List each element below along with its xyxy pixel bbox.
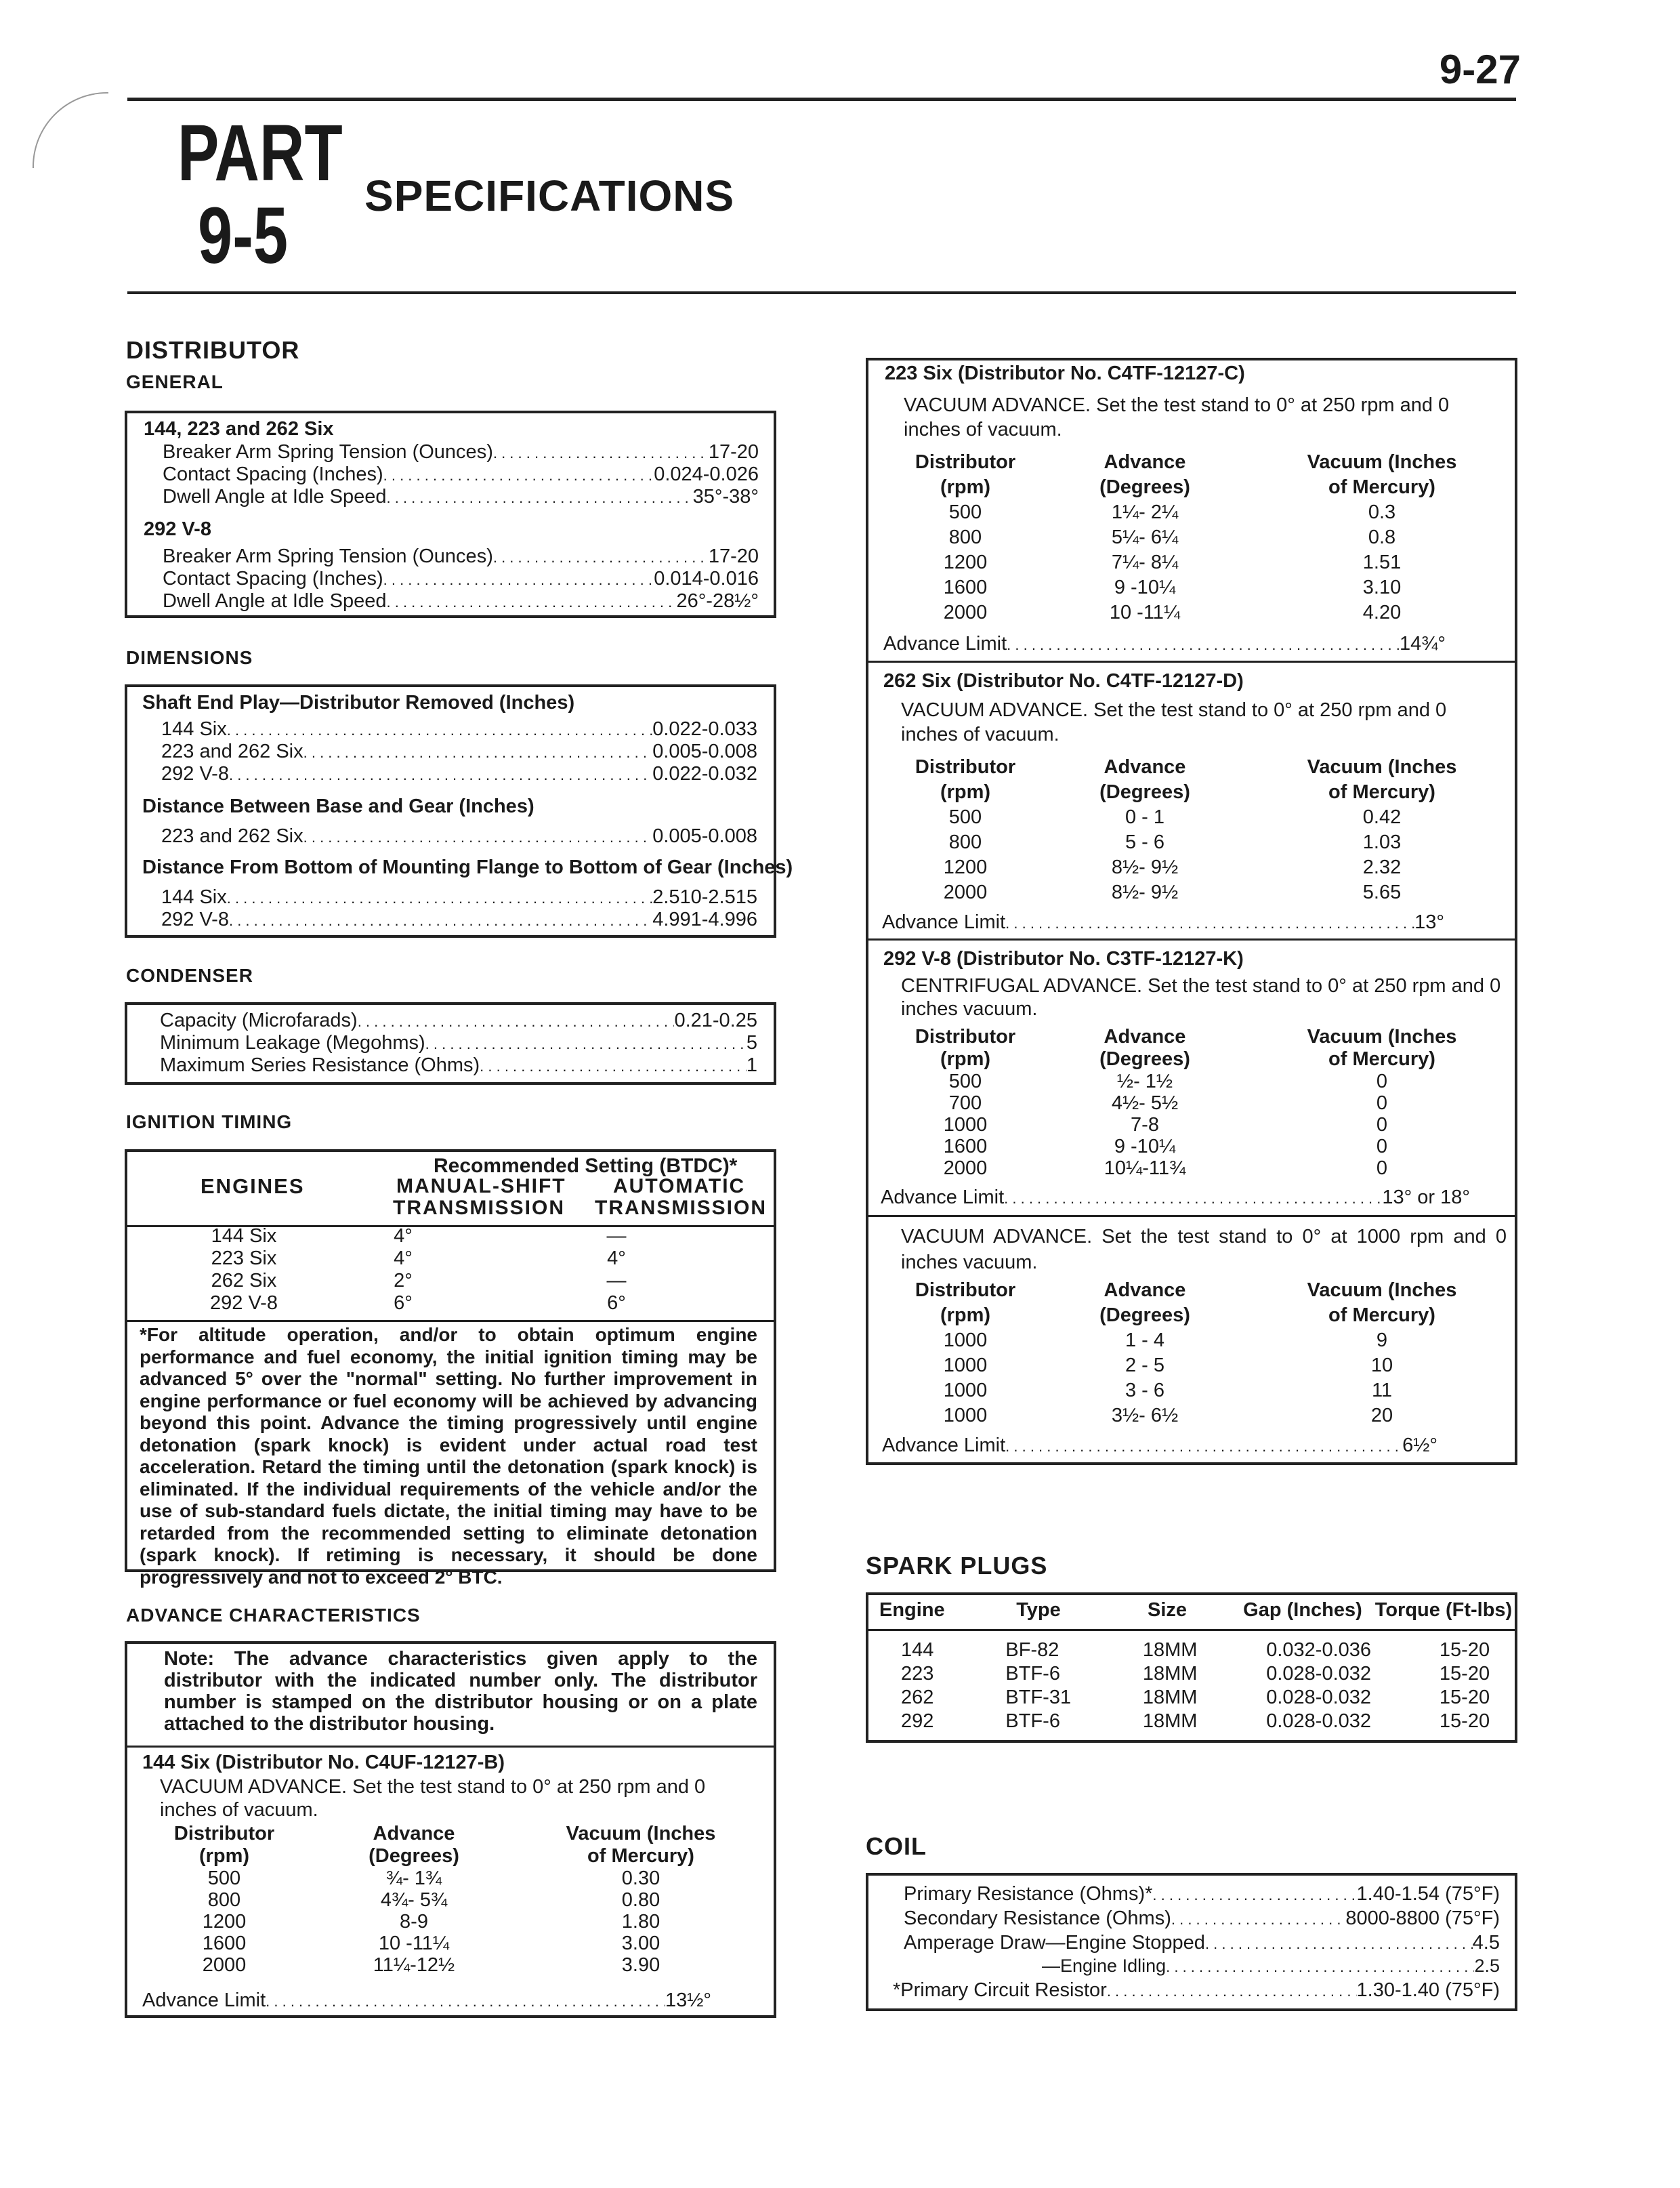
col-header-manual: TRANSMISSION — [393, 1197, 566, 1219]
col-header-auto: TRANSMISSION — [595, 1197, 768, 1219]
dimensions-heading: DIMENSIONS — [126, 647, 253, 668]
spec-row: Minimum Leakage (Megohms) . . . 5 — [160, 1031, 757, 1056]
table-row: 1000 2 - 5 10 — [943, 1355, 1393, 1376]
table-row: 223 Six 4° 4° — [211, 1247, 626, 1269]
spec-row: 292 V-8 . . . 4.991-4.996 — [161, 908, 757, 932]
distributor-block-desc: VACUUM ADVANCE. Set the test stand to 0° at 250 rpm and 0 inches of vacuum. — [901, 699, 1447, 745]
table-row: 292 BTF-6 18MM 0.028-0.032 15-20 — [901, 1710, 1490, 1732]
spec-row: 144 Six . . . 2.510-2.515 — [161, 886, 757, 910]
ignition-timing-table — [190, 1225, 745, 1315]
part-number: 9-5 — [198, 191, 289, 281]
table-row: 1200 8-9 1.80 — [202, 1911, 660, 1933]
table-row: 1000 3 - 6 11 — [943, 1380, 1393, 1401]
distributor-block-title: 223 Six (Distributor No. C4TF-12127-C) — [885, 363, 1245, 384]
corner-mark — [33, 92, 108, 168]
distributor-heading: DISTRIBUTOR — [126, 336, 300, 364]
spec-row: Breaker Arm Spring Tension (Ounces) . . . 17-20 — [163, 545, 759, 569]
table-row: 500 1¼- 2¼ 0.3 — [948, 501, 1396, 523]
table-row: 500 ¾- 1¾ 0.30 — [207, 1867, 660, 1889]
header-rule-bottom — [127, 291, 1516, 294]
table-row: 500 ½- 1½ 0 — [948, 1071, 1388, 1092]
general-heading: GENERAL — [126, 371, 224, 392]
table-row: 1600 9 -10¼ 0 — [943, 1136, 1388, 1157]
col-header-engines: ENGINES — [201, 1174, 305, 1198]
table-rule — [125, 1320, 776, 1322]
spec-row: Breaker Arm Spring Tension (Ounces) . . . 17-20 — [163, 440, 759, 465]
page-title: SPECIFICATIONS — [364, 171, 735, 220]
advance-limit-row: Advance Limit . . . 14¾° — [883, 632, 1446, 657]
dimensions-group-title: Shaft End Play—Distributor Removed (Inches) — [142, 692, 575, 714]
advance-limit-row: Advance Limit . . . 13° or 18° — [881, 1186, 1470, 1210]
table-row: 1000 1 - 4 9 — [943, 1329, 1388, 1351]
advance-limit-row: Advance Limit . . . 13½° — [142, 1989, 711, 2013]
box-rule — [866, 938, 1517, 941]
table-rule — [866, 1629, 1517, 1631]
advance-table: Distributor Advance Vacuum (Inches (rpm) (Degrees) of Mercury) 500 ½- 1½ 0 700 4½- 5½ 0 1000 7-8 0 1600 9 -10¼ 0 2000 10¼-11¾ 0 — [901, 1026, 1511, 1179]
table-row: 1200 7¼- 8¼ 1.51 — [943, 552, 1402, 573]
table-row: 2000 10¼-11¾ 0 — [943, 1157, 1388, 1179]
dimensions-group-title: Distance Between Base and Gear (Inches) — [142, 796, 534, 817]
table-row: 1000 3½- 6½ 20 — [943, 1405, 1393, 1426]
spec-row: Capacity (Microfarads) . . . 0.21-0.25 — [160, 1009, 757, 1033]
table-row: 700 4½- 5½ 0 — [948, 1092, 1388, 1114]
advance-limit-row: Advance Limit . . . 6½° — [882, 1434, 1437, 1458]
box-rule — [866, 661, 1517, 663]
table-row: 144 BF-82 18MM 0.032-0.036 15-20 — [901, 1639, 1490, 1661]
table-row: 223 BTF-6 18MM 0.028-0.032 15-20 — [901, 1663, 1490, 1685]
table-row: 292 V-8 6° 6° — [210, 1292, 626, 1314]
general-group-title: 292 V-8 — [144, 518, 211, 540]
col-header-auto: AUTOMATIC — [613, 1175, 746, 1197]
table-row: 1600 9 -10¼ 3.10 — [943, 577, 1402, 598]
advance-note: Note: The advance characteristics given apply to the distributor with the indicated number only. The distributor number is stamped on the distributor housing or on a plate attached to the distributor housing. — [164, 1648, 757, 1735]
spec-row: Maximum Series Resistance (Ohms) . . . 1 — [160, 1054, 757, 1078]
coil-heading: COIL — [866, 1832, 927, 1860]
distributor-block-desc: VACUUM ADVANCE. Set the test stand to 0° at 250 rpm and 0 inches of vacuum. — [160, 1776, 706, 1821]
page-number: 9-27 — [1439, 47, 1521, 92]
distributor-block-desc: VACUUM ADVANCE. Set the test stand to 0° at 1000 rpm and 0 inches vacuum. — [901, 1226, 1507, 1273]
distributor-block-title: 144 Six (Distributor No. C4UF-12127-B) — [142, 1752, 505, 1773]
spec-row: Amperage Draw—Engine Stopped . . . 4.5 — [904, 1931, 1500, 1956]
spec-row: Contact Spacing (Inches) . . . 0.024-0.026 — [163, 463, 759, 487]
header-rule-top — [127, 98, 1516, 101]
spec-row: Dwell Angle at Idle Speed . . . 26°-28½° — [163, 590, 759, 614]
part-label: PART — [177, 108, 343, 198]
spec-row: 223 and 262 Six . . . 0.005-0.008 — [161, 825, 757, 849]
distributor-block-desc: CENTRIFUGAL ADVANCE. Set the test stand to 0° at 250 rpm and 0 inches vacuum. — [901, 975, 1501, 1020]
distributor-block-title: 292 V-8 (Distributor No. C3TF-12127-K) — [883, 948, 1244, 970]
table-header-row: Engine Type Size Gap (Inches) Torque (Ft-lbs) — [879, 1599, 1513, 1621]
table-row: 262 BTF-31 18MM 0.028-0.032 15-20 — [901, 1687, 1490, 1708]
spec-row: —Engine Idling . . . 2.5 — [1042, 1954, 1500, 1979]
table-row: 1200 8½- 9½ 2.32 — [943, 856, 1402, 878]
table-row: 262 Six 2° — — [211, 1270, 627, 1292]
spec-row: 292 V-8 . . . 0.022-0.032 — [161, 762, 757, 787]
col-group-header: Recommended Setting (BTDC)* — [434, 1155, 738, 1177]
table-row: 2000 8½- 9½ 5.65 — [943, 882, 1402, 903]
spec-row: 144 Six . . . 0.022-0.033 — [161, 718, 757, 742]
advance-heading: ADVANCE CHARACTERISTICS — [126, 1605, 421, 1626]
spec-row: Secondary Resistance (Ohms) . . . 8000-8800 (75°F) — [904, 1907, 1500, 1931]
spec-row: Primary Resistance (Ohms)* . . . 1.40-1.54 (75°F) — [904, 1882, 1500, 1907]
advance-table: Distributor Advance Vacuum (Inches (rpm) (Degrees) of Mercury) 500 0 - 1 0.42 800 5 - 6 1.03 1200 8½- 9½ 2.32 2000 8½- 9½ 5.65 — [901, 755, 1511, 905]
advance-limit-row: Advance Limit . . . 13° — [882, 911, 1444, 935]
ignition-timing-heading: IGNITION TIMING — [126, 1111, 293, 1132]
table-row: 1600 10 -11¼ 3.00 — [202, 1933, 660, 1954]
box-rule — [866, 1215, 1517, 1217]
advance-table: Distributor Advance Vacuum (Inches (rpm) (Degrees) of Mercury) 500 ¾- 1¾ 0.30 800 4¾- 5¾ 0.80 1200 8-9 1.80 1600 10 -11¼ 3.00 2000 11¼-12½ 3.90 — [160, 1823, 742, 1976]
spark-plugs-body — [874, 1638, 1513, 1733]
distributor-block-desc: VACUUM ADVANCE. Set the test stand to 0° at 250 rpm and 0 inches of vacuum. — [904, 394, 1450, 440]
box-rule — [125, 1746, 776, 1748]
general-group-title: 144, 223 and 262 Six — [144, 418, 334, 440]
spec-row: Contact Spacing (Inches) . . . 0.014-0.016 — [163, 567, 759, 592]
spec-row: *Primary Circuit Resistor . . . 1.30-1.40 (75°F) — [893, 1979, 1500, 2003]
ignition-footnote: *For altitude operation, and/or to obtain optimum engine performance and fuel economy, the initial ignition timing may be advanced 5° over the "normal" setting. No further improvement in engine performance or fuel economy will be achieved by advancing beyond this point. Advance the timing progressively until engine detonation (spark knock) is evident under actual road test acceleration. Retard the timing until the detonation (spark knock) is eliminated. If the individual requirements of the vehicle and/or the use of sub-standard fuels dictate, the initial timing may have to be retarded from the recommended setting to eliminate detonation (spark knock). If retiming is necessary, it should be done progressively and not to exceed 2° BTC. — [140, 1324, 757, 1588]
table-row: 2000 11¼-12½ 3.90 — [202, 1954, 660, 1976]
table-row: 800 4¾- 5¾ 0.80 — [207, 1889, 660, 1911]
table-row: 500 0 - 1 0.42 — [948, 806, 1402, 828]
table-row: 2000 10 -11¼ 4.20 — [943, 602, 1402, 623]
table-row: 1000 7-8 0 — [943, 1114, 1388, 1136]
advance-table: Distributor Advance Vacuum (Inches (rpm) (Degrees) of Mercury) 500 1¼- 2¼ 0.3 800 5¼- 6¼ 0.8 1200 7¼- 8¼ 1.51 1600 9 -10¼ 3.10 2000 10 -11¼ 4.20 — [901, 450, 1511, 625]
table-row: 800 5 - 6 1.03 — [948, 831, 1402, 853]
condenser-heading: CONDENSER — [126, 965, 253, 986]
dimensions-group-title: Distance From Bottom of Mounting Flange to Bottom of Gear (Inches) — [142, 856, 793, 878]
table-row: 800 5¼- 6¼ 0.8 — [948, 527, 1396, 548]
distributor-block-title: 262 Six (Distributor No. C4TF-12127-D) — [883, 670, 1244, 692]
table-row: 144 Six 4° — — [211, 1225, 627, 1247]
spec-row: 223 and 262 Six . . . 0.005-0.008 — [161, 740, 757, 764]
spec-row: Dwell Angle at Idle Speed . . . 35°-38° — [163, 485, 759, 510]
col-header-manual: MANUAL-SHIFT — [396, 1175, 566, 1197]
advance-table: Distributor Advance Vacuum (Inches (rpm) (Degrees) of Mercury) 1000 1 - 4 9 1000 2 - 5 10 1000 3 - 6 11 1000 3½- 6½ 20 — [901, 1278, 1511, 1428]
spark-plugs-heading: SPARK PLUGS — [866, 1552, 1048, 1580]
spark-plugs-table — [874, 1596, 1513, 1624]
